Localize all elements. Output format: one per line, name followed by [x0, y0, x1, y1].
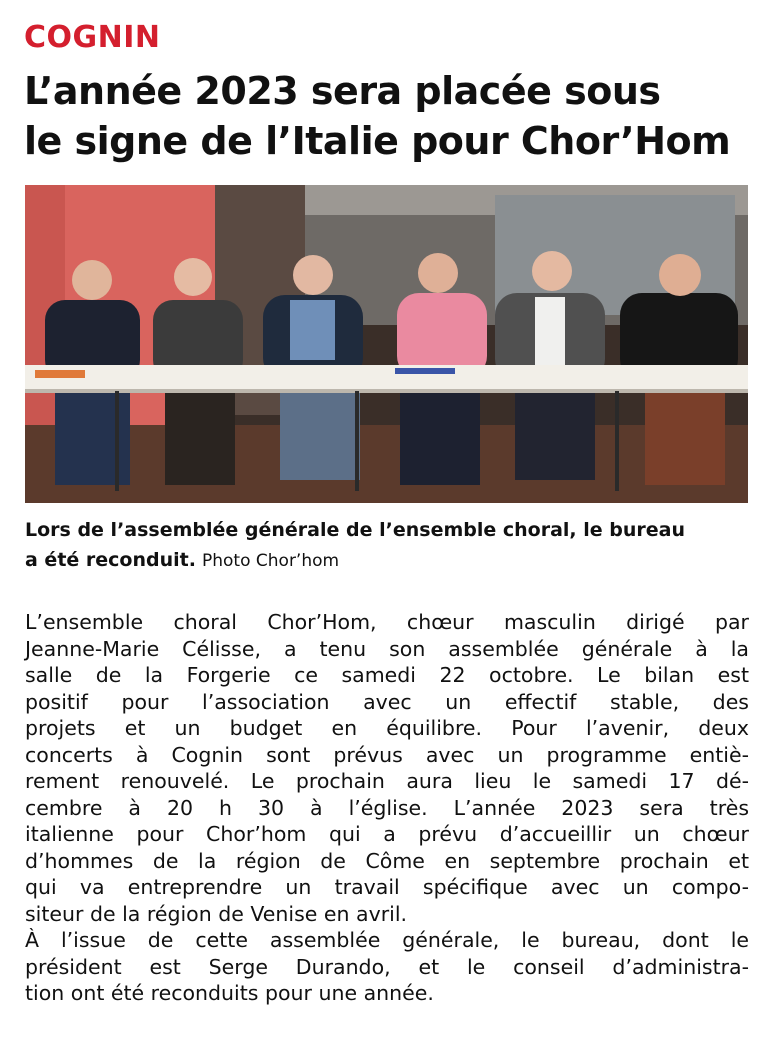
body-line: tion ont été reconduits pour une année. [25, 981, 434, 1005]
section-kicker: COGNIN [24, 20, 161, 55]
body-line: italienne pour Chor’hom qui a prévu d’accueillir un chœur [25, 822, 749, 846]
body-line: projets et un budget en équilibre. Pour l’avenir, deux [25, 716, 749, 740]
photo-caption [25, 515, 755, 576]
body-line: salle de la Forgerie ce samedi 22 octobre. Le bilan est [25, 663, 749, 687]
headline-line-2: le signe de l’Italie pour Chor’Hom [24, 119, 731, 163]
body-line: d’hommes de la région de Côme en septembre prochain et [25, 848, 749, 873]
body-line: président est Serge Durando, et le conseil d’administra- [25, 954, 749, 979]
headline-line-1: L’année 2023 sera placée sous [24, 69, 661, 113]
article-body [25, 609, 749, 1007]
body-line: Jeanne-Marie Célisse, a tenu son assemblée générale à la [25, 636, 749, 661]
article-photo [25, 185, 748, 503]
body-line: siteur de la région de Venise en avril. [25, 901, 408, 926]
caption-line-1: Lors de l’assemblée générale de l’ensemble choral, le bureau [25, 519, 685, 541]
headline [24, 66, 764, 166]
caption-line-2 [25, 545, 755, 576]
photo-illustration [25, 185, 748, 503]
body-line: À l’issue de cette assemblée générale, le bureau, dont le [25, 928, 749, 952]
body-line: cembre à 20 h 30 à l’église. L’année 2023 sera très [25, 795, 749, 820]
photo-credit: Photo Chor’hom [202, 551, 340, 571]
caption-bold-text: a été reconduit. [25, 549, 196, 571]
body-line: L’ensemble choral Chor’Hom, chœur masculin dirigé par [25, 610, 749, 634]
body-line: positif pour l’association avec un effectif stable, des [25, 689, 749, 714]
body-line: qui va entreprendre un travail spécifique avec un compo- [25, 875, 749, 899]
body-line: concerts à Cognin sont prévus avec un programme entiè- [25, 742, 749, 767]
body-line: rement renouvelé. Le prochain aura lieu le samedi 17 dé- [25, 769, 749, 793]
